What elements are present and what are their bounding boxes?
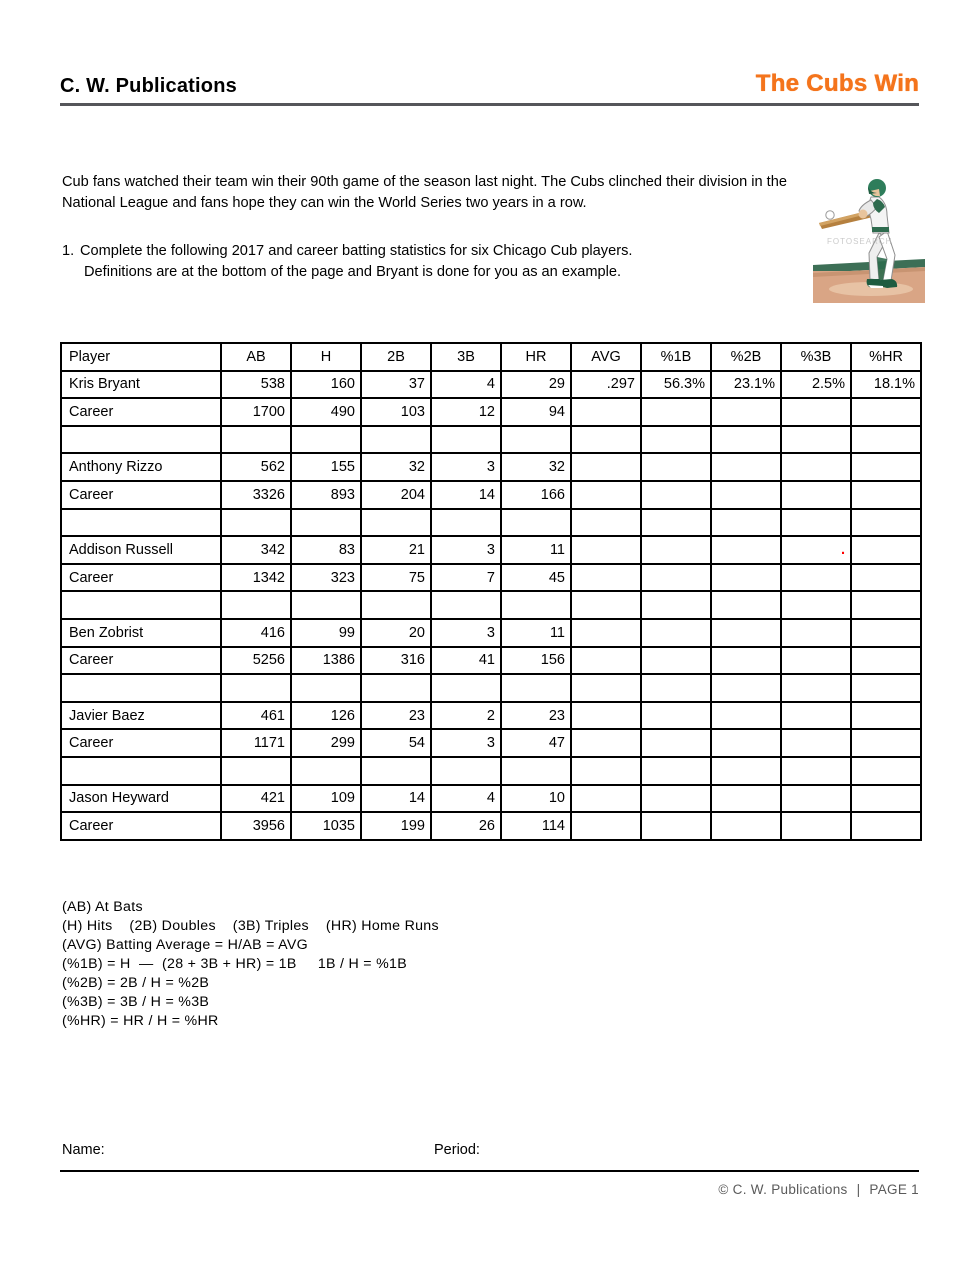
table-row	[61, 453, 921, 481]
blank-stat-cell	[851, 757, 921, 785]
blank-stat-cell	[291, 591, 361, 619]
page-footer	[60, 1182, 919, 1197]
blank-stat-cell	[291, 757, 361, 785]
blank-stat-cell	[781, 619, 851, 647]
blank-stat-cell	[501, 509, 571, 537]
blank-stat-cell	[361, 674, 431, 702]
blank-stat-cell	[641, 619, 711, 647]
career-label-cell: Career	[61, 812, 221, 840]
stat-value-cell: 23.1%	[711, 371, 781, 399]
definition-line: (AVG) Batting Average = H/AB = AVG	[62, 937, 308, 953]
table-row	[61, 785, 921, 813]
blank-stat-cell	[361, 509, 431, 537]
intro-paragraph: Cub fans watched their team win their 90th game of the season last night. The Cubs clinched their division in the National League and fans hope they can win the World Series two years in a row.	[62, 174, 787, 211]
blank-stat-cell	[781, 564, 851, 592]
stat-value-cell: 32	[501, 453, 571, 481]
stat-value-cell: 3	[431, 536, 501, 564]
blank-stat-cell	[781, 702, 851, 730]
stat-value-cell: 1342	[221, 564, 291, 592]
blank-stat-cell	[501, 757, 571, 785]
table-body	[61, 371, 921, 840]
column-header-2b: %2B	[711, 343, 781, 371]
stat-value-cell: 47	[501, 729, 571, 757]
table-row	[61, 481, 921, 509]
blank-stat-cell	[571, 564, 641, 592]
page-header	[60, 70, 919, 98]
stat-value-cell: 3326	[221, 481, 291, 509]
blank-stat-cell	[781, 812, 851, 840]
empty-cell	[61, 591, 221, 619]
blank-stat-cell	[431, 591, 501, 619]
blank-stat-cell	[641, 398, 711, 426]
stats-table	[60, 342, 922, 841]
stat-value-cell: 14	[361, 785, 431, 813]
blank-stat-cell	[851, 619, 921, 647]
column-header-3b: %3B	[781, 343, 851, 371]
blank-stat-cell	[641, 536, 711, 564]
blank-stat-cell	[711, 536, 781, 564]
blank-stat-cell	[781, 481, 851, 509]
stat-value-cell: 2	[431, 702, 501, 730]
table-row	[61, 619, 921, 647]
blank-stat-cell	[221, 757, 291, 785]
baseball-batter-illustration	[813, 167, 925, 303]
blank-stat-cell	[431, 757, 501, 785]
blank-stat-cell	[781, 453, 851, 481]
column-header-player: Player	[61, 343, 221, 371]
stat-value-cell: 7	[431, 564, 501, 592]
player-name-cell: Jason Heyward	[61, 785, 221, 813]
copyright-text: © C. W. Publications	[718, 1182, 848, 1197]
blank-stat-cell	[711, 509, 781, 537]
stat-value-cell: 29	[501, 371, 571, 399]
player-name-cell: Anthony Rizzo	[61, 453, 221, 481]
player-name-cell: Addison Russell	[61, 536, 221, 564]
blank-stat-cell	[641, 509, 711, 537]
blank-stat-cell	[571, 509, 641, 537]
instruction-item	[62, 241, 810, 283]
stat-value-cell: 1386	[291, 647, 361, 675]
spacer-row	[61, 591, 921, 619]
blank-stat-cell	[851, 591, 921, 619]
baseball-batter-icon	[813, 167, 925, 303]
definition-line: (H) Hits (2B) Doubles (3B) Triples (HR) Home Runs	[62, 918, 439, 934]
watermark-text: FOTOSEARCH	[827, 237, 893, 246]
footer-separator: |	[856, 1182, 861, 1197]
blank-stat-cell	[711, 453, 781, 481]
definition-line: (AB) At Bats	[62, 899, 143, 915]
stat-value-cell: 538	[221, 371, 291, 399]
stat-value-cell: 109	[291, 785, 361, 813]
blank-stat-cell	[851, 509, 921, 537]
blank-stat-cell	[571, 619, 641, 647]
table-row	[61, 702, 921, 730]
empty-cell	[61, 426, 221, 454]
blank-stat-cell	[221, 509, 291, 537]
stat-value-cell: 299	[291, 729, 361, 757]
blank-stat-cell	[781, 509, 851, 537]
blank-stat-cell	[361, 757, 431, 785]
blank-stat-cell	[781, 591, 851, 619]
stat-value-cell: 323	[291, 564, 361, 592]
stat-value-cell: 421	[221, 785, 291, 813]
blank-stat-cell	[711, 674, 781, 702]
stat-value-cell: 12	[431, 398, 501, 426]
stat-value-cell: 4	[431, 371, 501, 399]
stat-value-cell: .297	[571, 371, 641, 399]
name-label: Name:	[62, 1142, 105, 1158]
stat-value-cell: 316	[361, 647, 431, 675]
column-header-hr: HR	[501, 343, 571, 371]
blank-stat-cell	[851, 426, 921, 454]
blank-stat-cell	[711, 481, 781, 509]
blank-stat-cell	[431, 674, 501, 702]
column-header-h: H	[291, 343, 361, 371]
period-label: Period:	[434, 1142, 480, 1158]
blank-stat-cell	[711, 591, 781, 619]
empty-cell	[61, 757, 221, 785]
blank-stat-cell	[571, 426, 641, 454]
blank-stat-cell	[221, 591, 291, 619]
stat-value-cell: 94	[501, 398, 571, 426]
stat-value-cell: 1700	[221, 398, 291, 426]
spacer-row	[61, 674, 921, 702]
column-header-1b: %1B	[641, 343, 711, 371]
blank-stat-cell	[571, 702, 641, 730]
page-number: PAGE 1	[869, 1182, 919, 1197]
stray-red-dot: .	[840, 541, 845, 558]
blank-stat-cell	[641, 453, 711, 481]
stat-value-cell: 160	[291, 371, 361, 399]
header-divider	[60, 103, 919, 106]
stat-value-cell: 18.1%	[851, 371, 921, 399]
stat-value-cell: 156	[501, 647, 571, 675]
footer-divider	[60, 1170, 919, 1172]
stat-value-cell: 204	[361, 481, 431, 509]
spacer-row	[61, 757, 921, 785]
definition-line: (%HR) = HR / H = %HR	[62, 1013, 219, 1029]
blank-stat-cell	[361, 426, 431, 454]
blank-stat-cell	[571, 757, 641, 785]
blank-stat-cell	[851, 564, 921, 592]
blank-stat-cell	[781, 785, 851, 813]
blank-stat-cell	[571, 481, 641, 509]
stat-value-cell: 54	[361, 729, 431, 757]
career-label-cell: Career	[61, 481, 221, 509]
blank-stat-cell	[781, 398, 851, 426]
empty-cell	[61, 674, 221, 702]
blank-stat-cell	[851, 674, 921, 702]
blank-stat-cell	[361, 591, 431, 619]
stats-table-wrap	[60, 342, 922, 841]
stat-value-cell: 99	[291, 619, 361, 647]
blank-stat-cell	[571, 398, 641, 426]
blank-stat-cell	[711, 398, 781, 426]
stat-value-cell: 461	[221, 702, 291, 730]
blank-stat-cell	[711, 426, 781, 454]
blank-stat-cell	[711, 757, 781, 785]
stat-value-cell: 10	[501, 785, 571, 813]
blank-stat-cell	[501, 426, 571, 454]
blank-stat-cell	[711, 619, 781, 647]
stat-value-cell: 199	[361, 812, 431, 840]
stat-value-cell: 14	[431, 481, 501, 509]
stat-value-cell: 166	[501, 481, 571, 509]
career-label-cell: Career	[61, 398, 221, 426]
table-row	[61, 371, 921, 399]
table-row	[61, 536, 921, 564]
blank-stat-cell	[641, 647, 711, 675]
instruction-text	[80, 241, 632, 283]
blank-stat-cell	[571, 591, 641, 619]
blank-stat-cell	[291, 509, 361, 537]
blank-stat-cell	[851, 453, 921, 481]
stat-value-cell: 490	[291, 398, 361, 426]
blank-stat-cell	[641, 702, 711, 730]
stat-value-cell: 75	[361, 564, 431, 592]
blank-stat-cell	[291, 426, 361, 454]
spacer-row	[61, 426, 921, 454]
blank-stat-cell	[501, 674, 571, 702]
stat-value-cell: 103	[361, 398, 431, 426]
table-header-row	[61, 343, 921, 371]
stat-value-cell: 893	[291, 481, 361, 509]
stat-value-cell: 45	[501, 564, 571, 592]
blank-stat-cell	[781, 426, 851, 454]
stat-value-cell: 23	[361, 702, 431, 730]
instruction-line-1: Complete the following 2017 and career batting statistics for six Chicago Cub players.	[80, 243, 633, 259]
blank-stat-cell	[571, 674, 641, 702]
blank-stat-cell	[641, 564, 711, 592]
stat-value-cell: 114	[501, 812, 571, 840]
column-header-avg: AVG	[571, 343, 641, 371]
definition-line: (%1B) = H — (28 + 3B + HR) = 1B 1B / H = %1B	[62, 956, 407, 972]
blank-stat-cell	[851, 729, 921, 757]
stat-value-cell: 5256	[221, 647, 291, 675]
definition-line: (%3B) = 3B / H = %3B	[62, 994, 210, 1010]
blank-stat-cell	[851, 647, 921, 675]
blank-stat-cell	[781, 647, 851, 675]
stat-value-cell: 83	[291, 536, 361, 564]
blank-stat-cell	[571, 812, 641, 840]
blank-stat-cell	[431, 426, 501, 454]
blank-stat-cell	[291, 674, 361, 702]
table-row	[61, 812, 921, 840]
column-header-2b: 2B	[361, 343, 431, 371]
blank-stat-cell	[851, 812, 921, 840]
blank-stat-cell	[501, 591, 571, 619]
stat-value-cell: 23	[501, 702, 571, 730]
blank-stat-cell	[641, 812, 711, 840]
stat-value-cell: 11	[501, 619, 571, 647]
blank-stat-cell	[571, 647, 641, 675]
blank-stat-cell	[851, 702, 921, 730]
table-row	[61, 729, 921, 757]
stat-value-cell: 26	[431, 812, 501, 840]
player-name-cell: Ben Zobrist	[61, 619, 221, 647]
blank-stat-cell	[641, 785, 711, 813]
stat-value-cell: 342	[221, 536, 291, 564]
blank-stat-cell	[711, 647, 781, 675]
stat-value-cell: 416	[221, 619, 291, 647]
career-label-cell: Career	[61, 564, 221, 592]
definitions-list	[62, 898, 439, 1031]
instruction-number: 1.	[62, 243, 75, 259]
name-period-line	[62, 1142, 919, 1162]
table-row	[61, 564, 921, 592]
blank-stat-cell	[641, 426, 711, 454]
stat-value-cell: 1035	[291, 812, 361, 840]
empty-cell	[61, 509, 221, 537]
column-header-3b: 3B	[431, 343, 501, 371]
blank-stat-cell	[221, 426, 291, 454]
blank-stat-cell	[641, 591, 711, 619]
blank-stat-cell	[571, 453, 641, 481]
stat-value-cell: 3956	[221, 812, 291, 840]
blank-stat-cell	[851, 398, 921, 426]
blank-stat-cell	[571, 785, 641, 813]
blank-stat-cell	[641, 729, 711, 757]
stat-value-cell: 21	[361, 536, 431, 564]
blank-stat-cell	[641, 674, 711, 702]
career-label-cell: Career	[61, 647, 221, 675]
column-header-hr: %HR	[851, 343, 921, 371]
stat-value-cell: 37	[361, 371, 431, 399]
stat-value-cell: 3	[431, 619, 501, 647]
table-row	[61, 647, 921, 675]
blank-stat-cell	[711, 564, 781, 592]
publisher-name: C. W. Publications	[60, 75, 237, 97]
blank-stat-cell	[711, 702, 781, 730]
career-label-cell: Career	[61, 729, 221, 757]
stat-value-cell: 41	[431, 647, 501, 675]
stat-value-cell: 3	[431, 729, 501, 757]
column-header-ab: AB	[221, 343, 291, 371]
blank-stat-cell	[221, 674, 291, 702]
stat-value-cell: 3	[431, 453, 501, 481]
stat-value-cell: 11	[501, 536, 571, 564]
blank-stat-cell	[571, 729, 641, 757]
blank-stat-cell	[781, 729, 851, 757]
stat-value-cell: 126	[291, 702, 361, 730]
page-title: The Cubs Win	[755, 70, 919, 97]
blank-stat-cell	[781, 536, 851, 564]
stat-value-cell: 20	[361, 619, 431, 647]
player-name-cell: Kris Bryant	[61, 371, 221, 399]
blank-stat-cell	[851, 481, 921, 509]
blank-stat-cell	[431, 509, 501, 537]
blank-stat-cell	[711, 812, 781, 840]
stat-value-cell: 4	[431, 785, 501, 813]
blank-stat-cell	[851, 785, 921, 813]
blank-stat-cell	[781, 674, 851, 702]
stat-value-cell: 562	[221, 453, 291, 481]
stat-value-cell: 155	[291, 453, 361, 481]
blank-stat-cell	[641, 481, 711, 509]
instruction-line-2: Definitions are at the bottom of the page and Bryant is done for you as an example.	[84, 264, 622, 280]
blank-stat-cell	[711, 785, 781, 813]
blank-stat-cell	[571, 536, 641, 564]
blank-stat-cell	[711, 729, 781, 757]
definition-line: (%2B) = 2B / H = %2B	[62, 975, 210, 991]
intro-section	[62, 172, 810, 283]
blank-stat-cell	[641, 757, 711, 785]
spacer-row	[61, 509, 921, 537]
player-name-cell: Javier Baez	[61, 702, 221, 730]
stat-value-cell: 56.3%	[641, 371, 711, 399]
blank-stat-cell	[781, 757, 851, 785]
table-row	[61, 398, 921, 426]
blank-stat-cell	[851, 536, 921, 564]
stat-value-cell: 32	[361, 453, 431, 481]
stat-value-cell: 2.5%	[781, 371, 851, 399]
stat-value-cell: 1171	[221, 729, 291, 757]
